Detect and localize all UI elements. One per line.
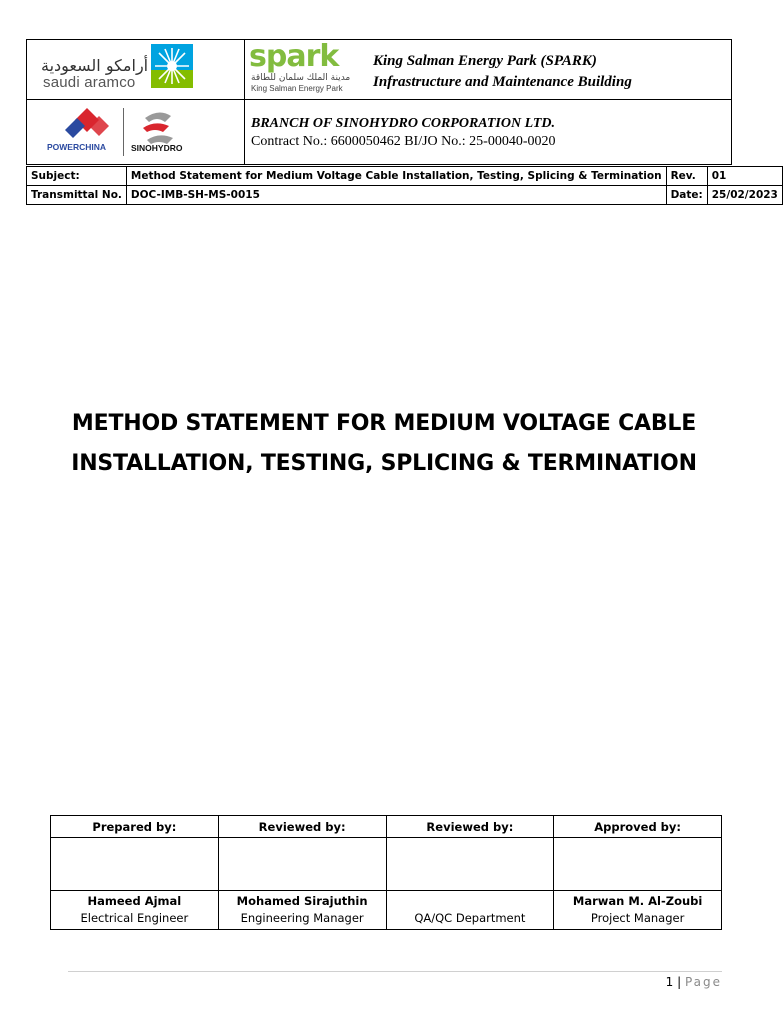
project-title-line1: King Salman Energy Park (SPARK) <box>373 53 597 69</box>
signatory-name: Mohamed Sirajuthin <box>236 894 368 908</box>
document-info-table <box>26 166 783 205</box>
page-word: Page <box>684 975 722 989</box>
signatory-role: Engineering Manager <box>240 911 364 925</box>
date-label: Date: <box>666 186 707 205</box>
spark-logo-english: King Salman Energy Park <box>251 84 343 93</box>
title-line2: INSTALLATION, TESTING, SPLICING & TERMINATION <box>71 451 697 476</box>
aramco-logo <box>27 40 245 99</box>
project-title-line2: Infrastructure and Maintenance Building <box>373 74 632 90</box>
document-title <box>40 404 728 484</box>
contractor-logos <box>27 100 245 164</box>
footer-divider <box>68 971 722 972</box>
logo-divider <box>123 108 124 156</box>
signatory-name: Hameed Ajmal <box>87 894 182 908</box>
aramco-arabic-text: أرامكو السعودية <box>41 56 149 75</box>
signature-cell <box>386 838 554 891</box>
approval-header-row <box>51 816 722 838</box>
signatory-cell <box>554 891 722 930</box>
aramco-english-text: saudi aramco <box>43 74 136 91</box>
signatory-name <box>390 893 551 910</box>
reviewed-by-header: Reviewed by: <box>386 816 554 838</box>
powerchina-label: POWERCHINA <box>47 142 107 152</box>
page-number-value: 1 <box>665 975 674 989</box>
document-header <box>26 39 732 165</box>
aramco-star-icon <box>151 44 193 88</box>
contractor-cell <box>245 100 731 164</box>
project-title <box>373 51 632 93</box>
spark-cell <box>245 40 731 99</box>
transmittal-value: DOC-IMB-SH-MS-0015 <box>126 186 666 205</box>
rev-value: 01 <box>707 167 782 186</box>
date-value: 25/02/2023 <box>707 186 782 205</box>
signatory-cell <box>51 891 219 930</box>
approved-by-header: Approved by: <box>554 816 722 838</box>
header-row-spark <box>27 40 731 100</box>
signatory-role: QA/QC Department <box>414 911 526 925</box>
signatory-name: Marwan M. Al-Zoubi <box>572 894 703 908</box>
subject-label: Subject: <box>27 167 127 186</box>
transmittal-label: Transmittal No. <box>27 186 127 205</box>
signatory-row <box>51 891 722 930</box>
signature-cell <box>554 838 722 891</box>
reviewed-by-header: Reviewed by: <box>218 816 386 838</box>
page-number <box>666 975 722 989</box>
signature-cell <box>51 838 219 891</box>
spark-logo-word: spark <box>249 39 339 74</box>
signatory-role: Project Manager <box>590 911 685 925</box>
approval-table <box>50 815 722 930</box>
subject-row <box>27 167 783 186</box>
signatory-cell <box>386 891 554 930</box>
page-separator: | <box>677 975 682 989</box>
title-line1: METHOD STATEMENT FOR MEDIUM VOLTAGE CABLE <box>71 411 697 436</box>
transmittal-row <box>27 186 783 205</box>
header-row-contractor <box>27 100 731 164</box>
signature-cell <box>218 838 386 891</box>
sinohydro-label: SINOHYDRO <box>131 143 183 153</box>
spark-logo <box>249 39 351 96</box>
signatory-role: Electrical Engineer <box>80 911 189 925</box>
rev-label: Rev. <box>666 167 707 186</box>
signatory-cell <box>218 891 386 930</box>
contract-number: Contract No.: 6600050462 BI/JO No.: 25-00040-0020 <box>251 134 556 149</box>
prepared-by-header: Prepared by: <box>51 816 219 838</box>
spark-logo-arabic: مدينة الملك سلمان للطاقة <box>251 73 351 83</box>
branch-name: BRANCH OF SINOHYDRO CORPORATION LTD. <box>251 116 556 131</box>
subject-value: Method Statement for Medium Voltage Cable Installation, Testing, Splicing & Termination <box>126 167 666 186</box>
signature-row <box>51 838 722 891</box>
